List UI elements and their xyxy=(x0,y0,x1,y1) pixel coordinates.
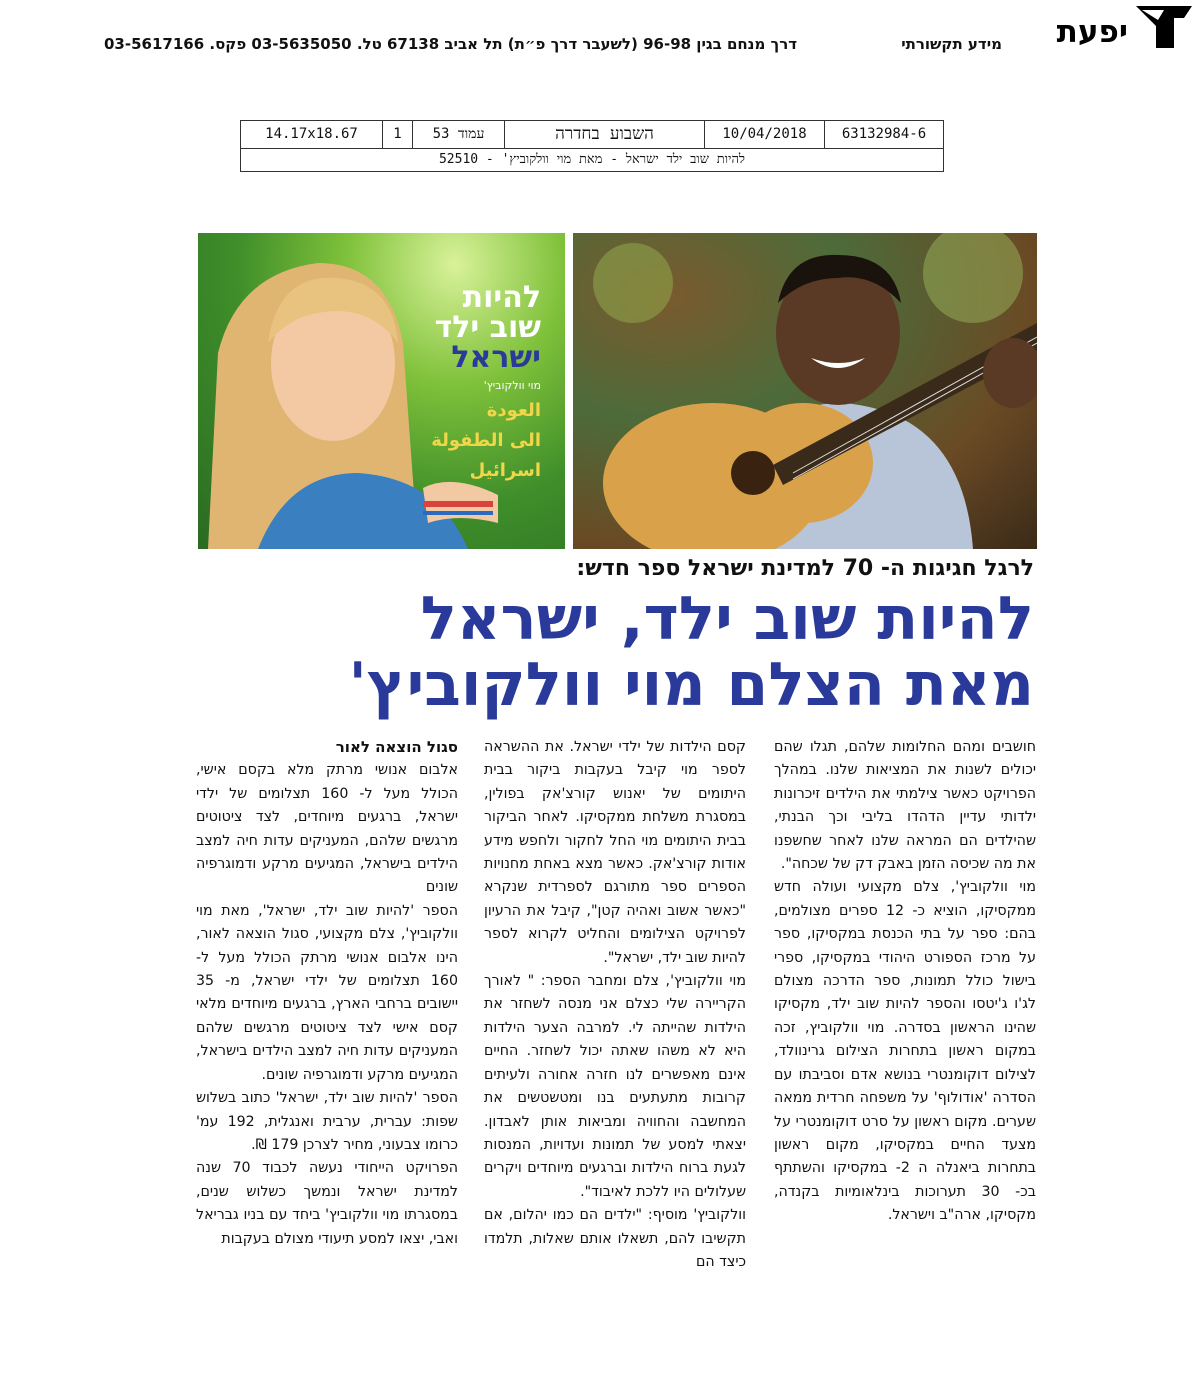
cover-arabic-line3: اسرائيل xyxy=(469,460,541,481)
boy-guitar-photo xyxy=(573,233,1037,549)
brand-name: יפעת xyxy=(1056,14,1128,50)
article-column-3 xyxy=(774,736,1036,1228)
clipping-info-table xyxy=(240,120,944,172)
headline-line2: מאת הצלם מוי וולקוביץ' xyxy=(348,650,1034,720)
brand-tagline: מידע תקשורתי xyxy=(901,35,1002,53)
cover-title-line3: ישראל xyxy=(451,340,541,375)
address-line: דרך מנחם בגין 96-98 (לשעבר דרך פ״ת) תל אביב 67138 טל. 03-5635050 פקס. 03-5617166 xyxy=(104,35,798,53)
article-headline xyxy=(334,586,1034,718)
paragraph: מוי וולקוביץ', צלם ומחבר הספר: " לאורך הקריירה שלי כצלם אני מנסה לשחזר את הילדות שהייתה לי. למרבה הצער הילדות היא לא משהו שאתה יכול לשחזר. החיים אינם מאפשרים לנו חזרה אחורה ולעיתים קרובות מתעתעים בנו ומטשטשים את המחשבה והחוויה ומביאות אותן לאבדון. יצאתי למסע של תמונות ועדויות, המנסות לגעת ברוח הילדות וברגעים מיוחדים ויקרים שעלולים היו ללכת לאיבוד". xyxy=(484,973,746,1200)
section-heading: סגול הוצאה לאור xyxy=(335,738,458,756)
paragraph: אלבום אנושי מרתק מלא בקסם אישי, הכולל מעל ל- 160 תצלומים של ילדי ישראל, ברגעים מיוחדים, לצד ציטוטים מרגשים שלהם, המעניקים עדות חיה למצב הילדים בישראל, המגיעים מרקע ודמוגרפיה שונים xyxy=(196,762,458,896)
cover-arabic-line1: العودة xyxy=(486,400,541,421)
paragraph: וולקוביץ' מוסיף: "ילדים הם כמו יהלום, אם תקשיבו להם, תשאלו אותם שאלות, תלמדו כיצד הם xyxy=(484,1207,746,1270)
paragraph: הספר 'להיות שוב ילד, ישראל' כתוב בשלוש שפות: עברית, ערבית ואנגלית, 192 עמ' כרומו צבעוני, מחיר לצרכן 179 ₪. xyxy=(196,1090,458,1153)
info-size: 14.17x18.67 xyxy=(241,121,383,148)
info-date: 10/04/2018 xyxy=(705,121,825,148)
boy-guitar-illustration xyxy=(573,233,1037,549)
cover-title-line1: להיות xyxy=(462,280,541,315)
cover-arabic-line2: الى الطفولة xyxy=(431,430,541,451)
cover-title-line2: שוב ילד xyxy=(434,310,541,345)
cover-text xyxy=(431,280,541,482)
paragraph: קסם הילדות של ילדי ישראל. את ההשראה לספר מוי קיבל בעקבות ביקור בבית היתומים של יאנוש קורצ'אק בפולין, במסגרת משלחת ממקסיקו. לאחר הביקור בבית היתומים מוי החל לחקור ולחפש מידע אודות קורצ'אק. כאשר מצא באחת מחנויות הספרים ספר מתורגם לספרדית שנקרא "כאשר אשוב ואהיה קטן", קיבל את הרעיון לפרויקט הצילומים והחליט לקרוא לספר להיות שוב ילד, ישראל". xyxy=(484,739,746,966)
yifat-logo-icon xyxy=(1134,4,1194,50)
info-description: להיות שוב ילד ישראל - מאת מוי וולקוביץ' - 52510 xyxy=(438,152,746,167)
paragraph: הפרויקט הייחודי נעשה לכבוד 70 שנה למדינת ישראל ונמשך כשלוש שנים, במסגרתו מוי וולקוביץ' ביחד עם בניו גבריאל ואבי, יצאו למסע תיעודי מצולם בעקבות xyxy=(196,1160,458,1247)
paragraph: חושבים ומהם החלומות שלהם, תגלו שהם יכולים לשנות את המציאות שלנו. במהלך הפרויקט כאשר צילמתי את הילדים זיכרונות ילדותי עדיין הדהדו בליבי וכך הבנתי, שהילדים הם המראה שלנו לאחר שחשפנו את מה שכיסה הזמן באבק דק של שכחה". xyxy=(774,739,1036,873)
info-page: עמוד 53 xyxy=(413,121,505,148)
paragraph: מוי וולקוביץ', צלם מקצועי ועולה חדש ממקסיקו, הוציא כ- 12 ספרים מצולמים, בהם: ספר על בתי הכנסת במקסיקו, ספר על מרכז הספורט היהודי במקסיקו, ספרי בישול כולל תמונות, ספר הדרכה מצולם לג'ו ג'יטסו והספר להיות שוב ילד, מקסיקו שהינו הראשון בסדרה. מוי וולקוביץ, זכה במקום ראשון בתחרות הצילום גרינוולד, לצילום דוקומנטרי בנושא אדם וסביבתו עם הסדרה 'אודולוף' על משפחה חרדית ממאה שערים. מקום ראשון על סרט דוקומנטרי על מצעד החיים במקסיקו, מקום ראשון בתחרות ביאנלה ה 2- במקסיקו והשתתף בכ- 30 תערוכות בינלאומיות בקנדה, מקסיקו, ארה"ב וישראל. xyxy=(774,879,1037,1224)
info-count: 1 xyxy=(383,121,413,148)
info-row xyxy=(241,121,943,149)
book-cover-photo xyxy=(198,233,565,549)
headline-line1: להיות שוב ילד, ישראל xyxy=(420,584,1034,654)
article-subhead: לרגל חגיגות ה- 70 למדינת ישראל ספר חדש: xyxy=(576,556,1034,581)
info-publication: השבוע בחדרה xyxy=(505,121,705,148)
paragraph: הספר 'להיות שוב ילד, ישראל', מאת מוי וולקוביץ', צלם מקצועי, סגול הוצאה לאור, הינו אלבום אנושי מרתק הכולל מעל ל- 160 תצלומים של ילדי ישראל, מ- 35 יישובים ברחבי הארץ, ברגעים מיוחדים מלאי קסם אישי לצד ציטוטים מרגשים שלהם המעניקים עדות חיה למצב הילדים בישראל, המגיעים מרקע ודמוגרפיה שונים. xyxy=(196,902,458,1083)
article-column-1 xyxy=(196,736,458,1251)
info-id: 63132984-6 xyxy=(841,126,927,142)
cover-author: מוי וולקוביץ' xyxy=(483,379,541,392)
article-column-2 xyxy=(484,736,746,1274)
